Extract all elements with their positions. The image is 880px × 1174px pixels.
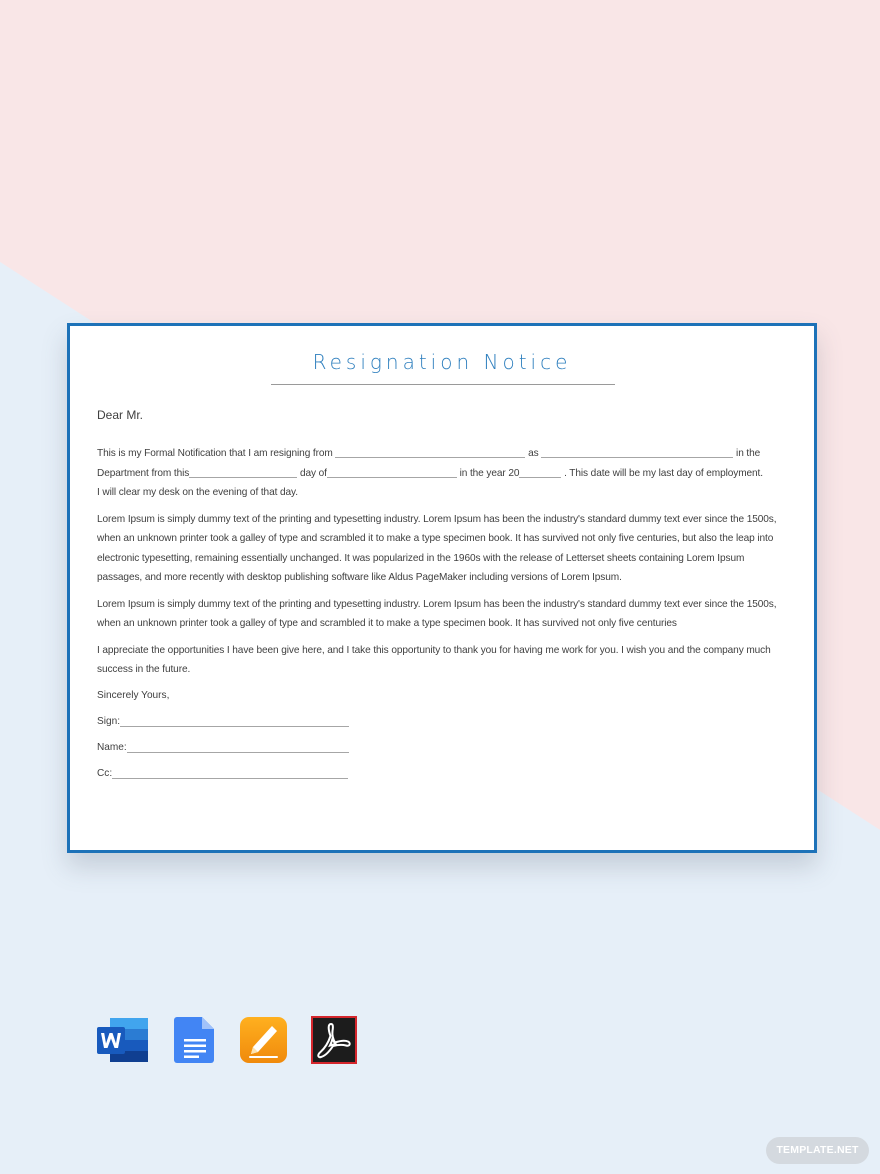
pages-icon[interactable] <box>239 1016 288 1064</box>
name-label: Name: <box>97 741 127 753</box>
notice-text-2: as <box>528 448 539 459</box>
position-blank <box>541 445 733 458</box>
month-blank <box>327 465 457 478</box>
notice-text-3: in the <box>736 448 761 459</box>
notice-text-6: in the year 20 <box>459 467 520 479</box>
cc-blank <box>112 766 348 779</box>
watermark-badge: TEMPLATE.NET <box>766 1137 869 1164</box>
document-title: Resignation Notice <box>312 350 572 374</box>
paragraph-1: Lorem Ipsum is simply dummy text of the printing and typesetting industry. Lorem Ipsum has been the industry's standard dummy text ever since the 1500s, when an unknown printer took a galley of type and scrambled it to make a type specimen book. It has survived not only five centuries, but also the leap into electronic typesetting, remaining essentially unchanged. It was popularized in the 1960s with the release of Letterset sheets containing Lorem Ipsum passages, and more recently with desktop publishing software like Aldus PageMaker including versions of Lorem Ipsum. <box>97 513 777 583</box>
date-blank <box>189 465 297 478</box>
name-blank <box>127 740 349 753</box>
notice-text-5: day of <box>299 467 327 479</box>
notice-text-4: Department from this <box>97 467 190 479</box>
word-icon[interactable] <box>96 1016 150 1064</box>
name-line <box>97 737 789 753</box>
closing: Sincerely Yours, <box>97 689 170 701</box>
title-underline <box>271 384 615 385</box>
company-blank <box>335 445 525 458</box>
document-preview <box>67 323 817 853</box>
sign-blank <box>120 714 349 727</box>
sign-label: Sign: <box>97 715 121 727</box>
salutation: Dear Mr. <box>97 408 144 422</box>
google-docs-icon[interactable] <box>173 1016 217 1064</box>
cc-label: Cc: <box>97 767 113 779</box>
pdf-icon[interactable] <box>311 1016 357 1064</box>
paragraph-2: Lorem Ipsum is simply dummy text of the printing and typesetting industry. Lorem Ipsum has been the industry's standard dummy text ever since the 1500s, when an unknown printer took a galley of type and scrambled it to make a type specimen book. It has survived not only five centuries <box>97 598 777 629</box>
year-blank <box>519 465 561 478</box>
document-body <box>97 408 789 779</box>
sign-line <box>97 711 789 727</box>
notice-text-1: This is my Formal Notification that I am resigning from <box>97 448 333 459</box>
notice-text-8: I will clear my desk on the evening of that day. <box>97 487 298 498</box>
cc-line <box>97 763 789 779</box>
notice-text-7: . This date will be my last day of employment. <box>564 467 763 479</box>
paragraph-3: I appreciate the opportunities I have been give here, and I take this opportunity to thank you for having me work for you. I wish you and the company much success in the future. <box>97 644 771 675</box>
notice-paragraph <box>97 444 789 503</box>
